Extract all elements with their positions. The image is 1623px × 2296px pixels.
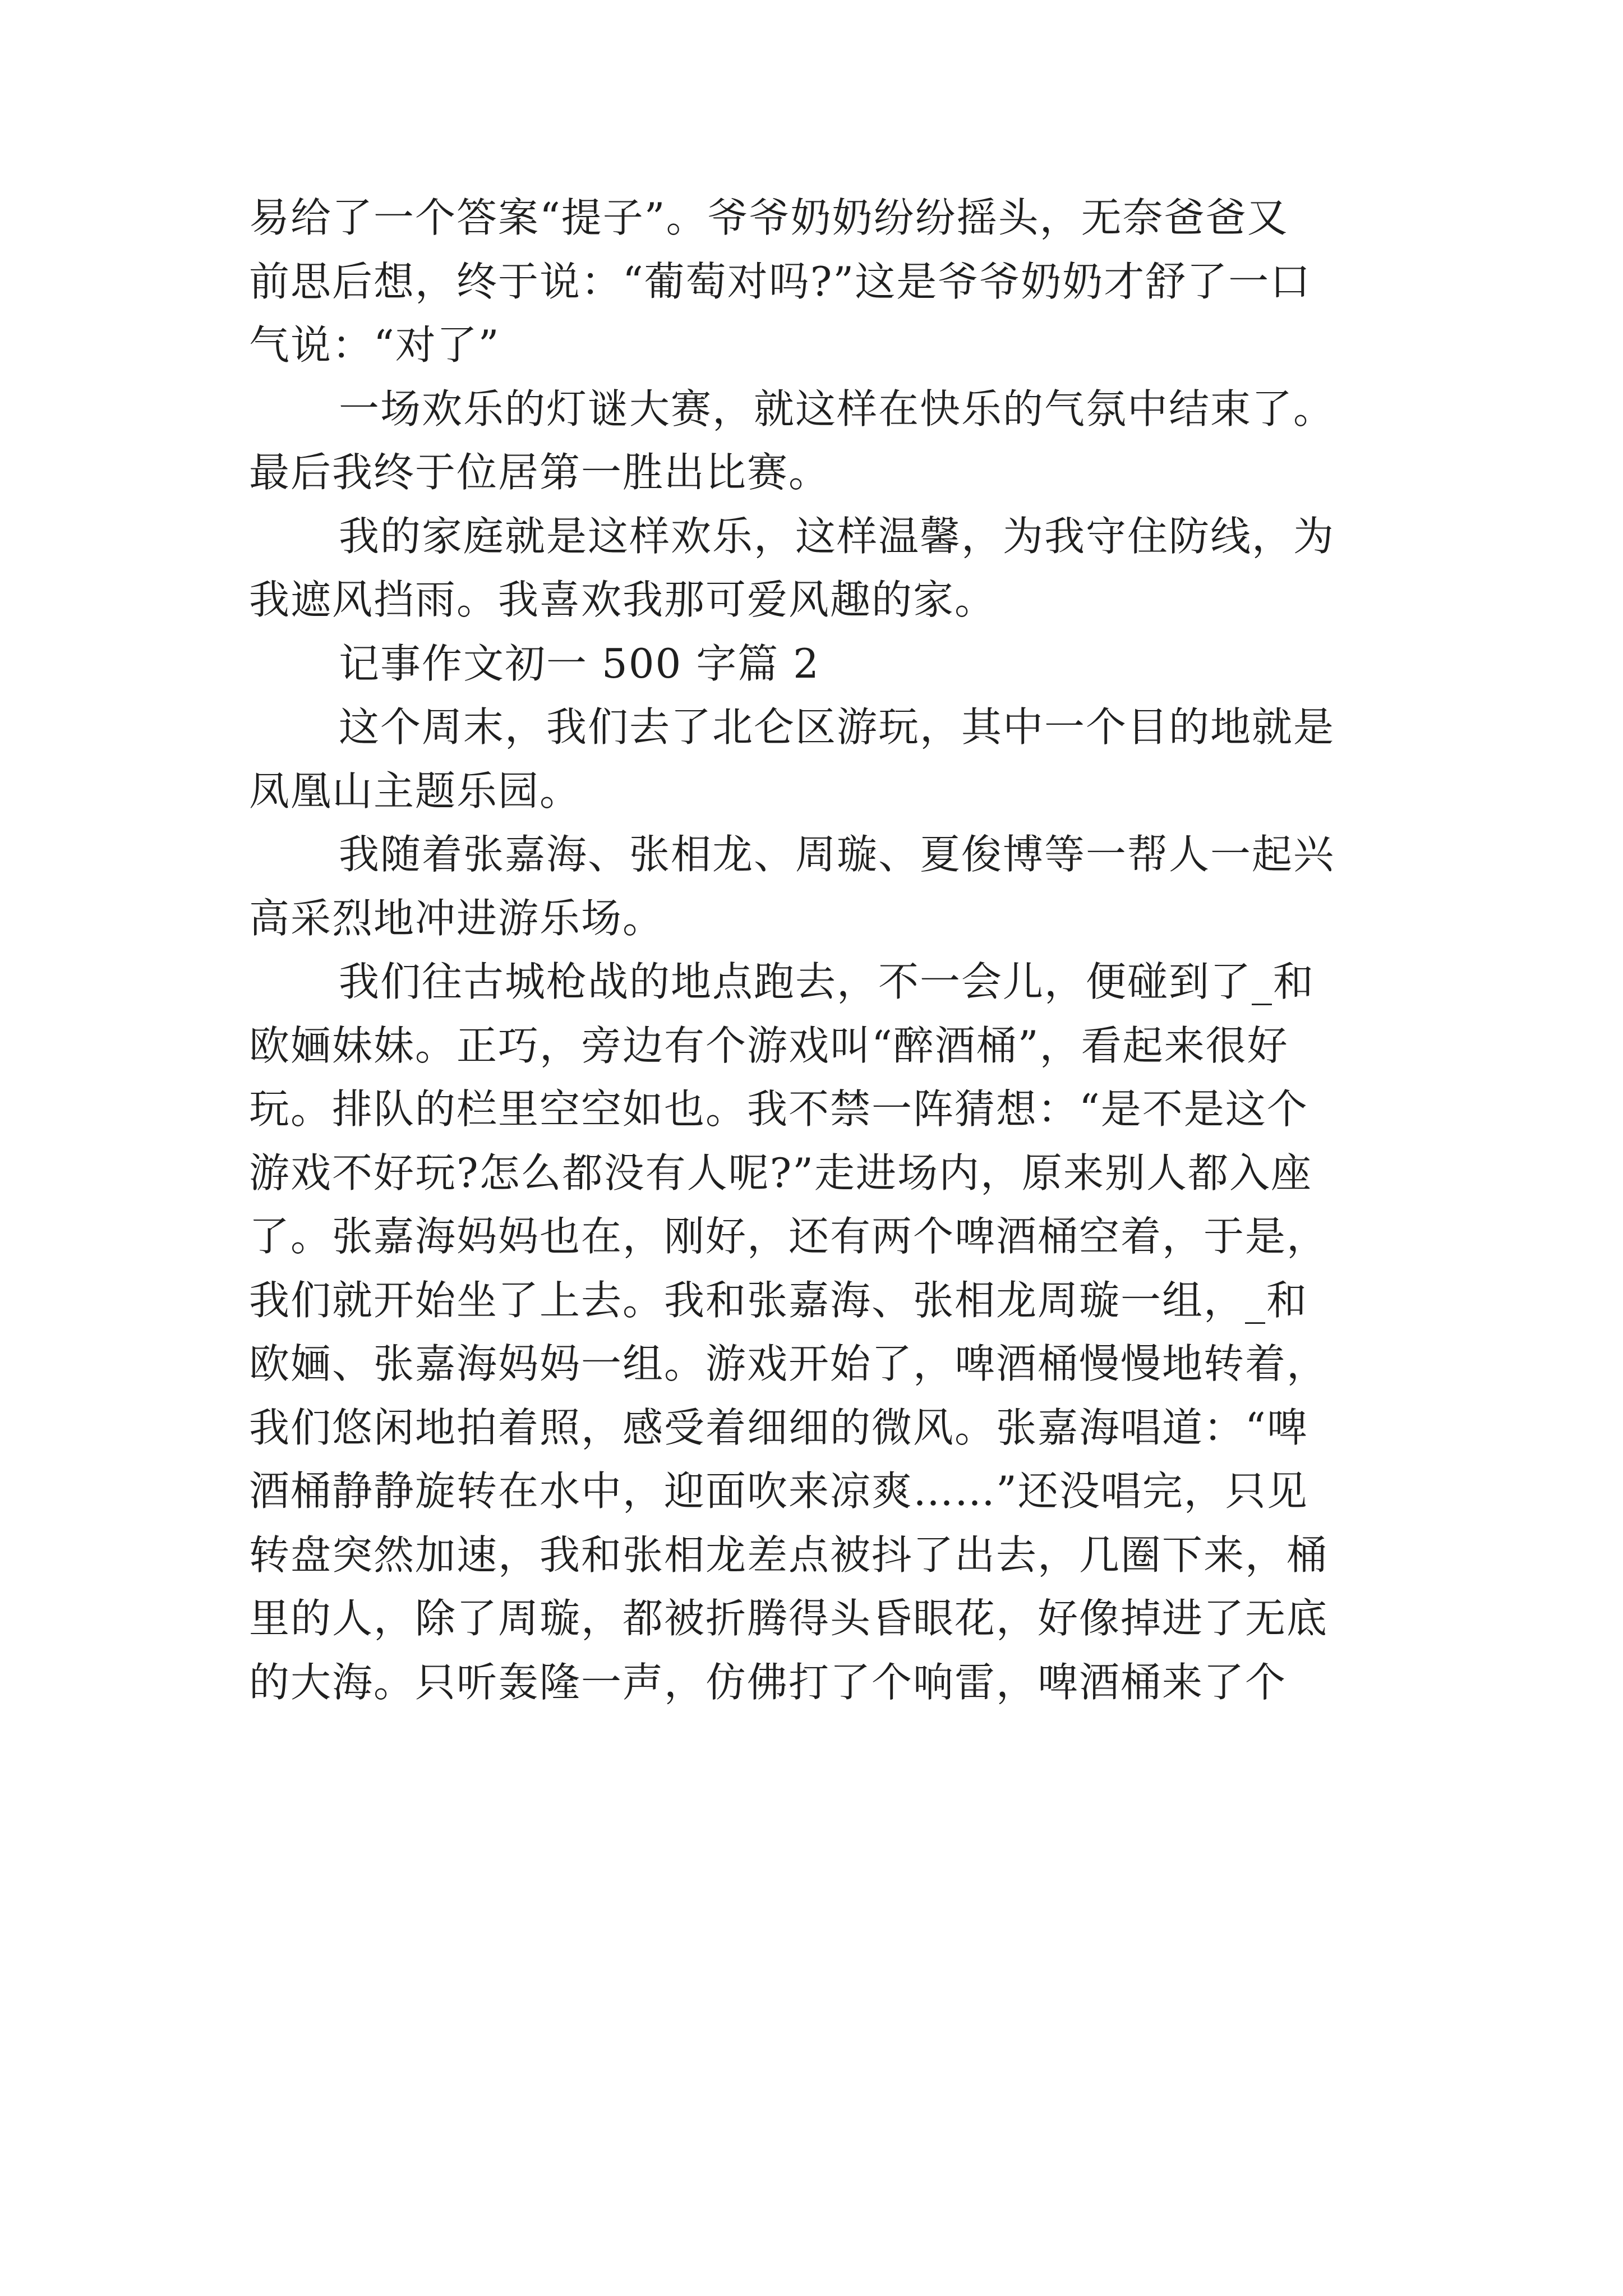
text-line: 我的家庭就是这样欢乐，这样温馨，为我守住防线，为 (339, 512, 1335, 560)
text-line: 里的人，除了周璇，都被折腾得头昏眼花，好像掉进了无底 (249, 1595, 1329, 1642)
text-line: 一场欢乐的灯谜大赛，就这样在快乐的气氛中结束了。 (339, 385, 1335, 432)
text-line: 我随着张嘉海、张相龙、周璇、夏俊博等一帮人一起兴 (339, 831, 1335, 878)
document-body (249, 186, 1382, 1714)
text-line: 我们悠闲地拍着照，感受着细细的微风。张嘉海唱道：“啤 (249, 1404, 1308, 1451)
text-line: 我们就开始坐了上去。我和张嘉海、张相龙周璇一组，_和 (249, 1276, 1308, 1324)
text-line: 高采烈地冲进游乐场。 (249, 894, 665, 942)
text-line: 的大海。只听轰隆一声，仿佛打了个响雷，啤酒桶来了个 (249, 1658, 1287, 1706)
text-line: 了。张嘉海妈妈也在，刚好，还有两个啤酒桶空着，于是， (249, 1213, 1329, 1260)
text-line: 转盘突然加速，我和张相龙差点被抖了出去，几圈下来，桶 (249, 1531, 1329, 1579)
text-line: 我遮风挡雨。我喜欢我那可爱风趣的家。 (249, 576, 997, 623)
text-line: 我们往古城枪战的地点跑去，不一会儿，便碰到了_和 (339, 958, 1315, 1005)
text-line: 前思后想，终于说：“葡萄对吗?”这是爷爷奶奶才舒了一口 (249, 257, 1312, 305)
text-line: 玩。排队的栏里空空如也。我不禁一阵猜想：“是不是这个 (249, 1085, 1308, 1133)
text-line: 气说：“对了” (249, 321, 500, 369)
text-line: 凤凰山主题乐园。 (249, 767, 582, 815)
text-line: 记事作文初一 500 字篇 2 (339, 639, 820, 687)
text-line: 酒桶静静旋转在水中，迎面吹来凉爽……”还没唱完，只见 (249, 1467, 1308, 1515)
text-line: 最后我终于位居第一胜出比赛。 (249, 449, 831, 496)
text-line: 易给了一个答案“提子”。爷爷奶奶纷纷摇头，无奈爸爸又 (249, 194, 1289, 241)
text-line: 游戏不好玩?怎么都没有人呢?”走进场内，原来别人都入座 (249, 1149, 1313, 1197)
text-line: 欧婳、张嘉海妈妈一组。游戏开始了，啤酒桶慢慢地转着， (249, 1340, 1329, 1387)
text-line: 这个周末，我们去了北仑区游玩，其中一个目的地就是 (339, 703, 1335, 751)
text-line: 欧婳妹妹。正巧，旁边有个游戏叫“醉酒桶”，看起来很好 (249, 1022, 1289, 1069)
